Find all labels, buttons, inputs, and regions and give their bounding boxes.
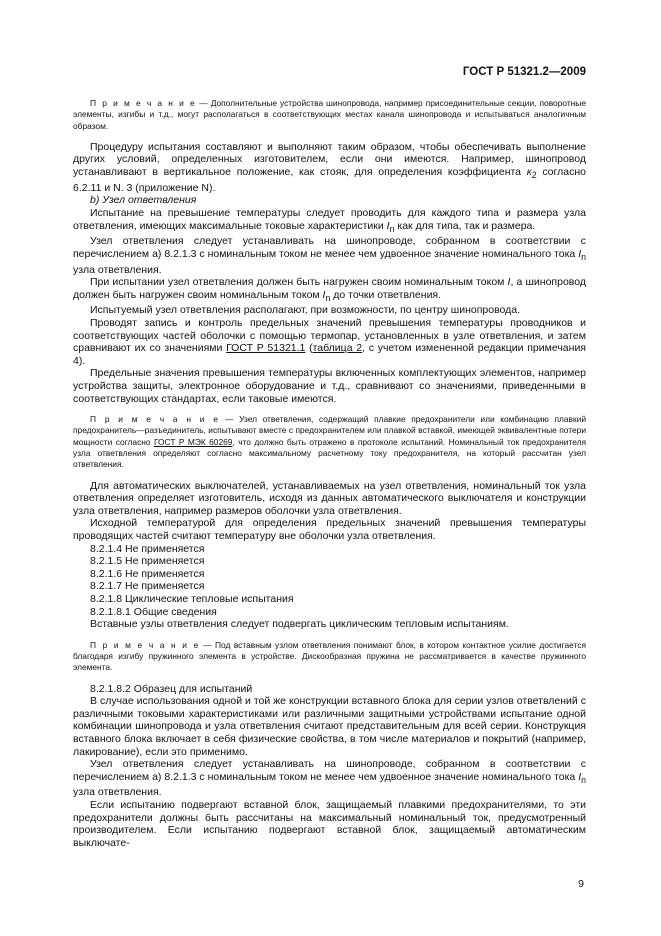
- note-label: П р и м е ч а н и е: [90, 98, 197, 108]
- note-3: П р и м е ч а н и е — Под вставным узлом ответвления понимают блок, в котором контактное усилие достигается благодаря изгибу пружинного элемента в устройстве. Дискообразная пружина не рассматривается в качестве пружинного элемента.: [73, 639, 586, 673]
- note-label: П р и м е ч а н и е: [90, 414, 220, 425]
- paragraph: Узел ответвления следует устанавливать на шинопроводе, собранном в соответствии с перечислением а) 8.2.1.3 с номинальным током не менее чем удвоенное значение номинального тока $I_n$ узла ответвления.: [73, 235, 586, 276]
- note-1: [73, 98, 586, 132]
- standard-link[interactable]: ГОСТ Р 51321.1: [226, 342, 306, 355]
- table-link[interactable]: таблица 2: [312, 342, 363, 355]
- page-content: [73, 98, 586, 849]
- paragraph: В случае использования одной и той же конструкции вставного блока для серии узлов ответвлений с различными токовыми характеристиками или различными защитными устройствами испытание одной комбинации шинопровода и узла ответвления считают представительным для всей серии. Конструкция вставного блока включает в себя физические свойства, в том числе материалов и покрытий (например, лакирование), если это применимо.: [73, 695, 586, 758]
- paragraph: Для автоматических выключателей, устанавливаемых на узел ответвления, номинальный ток узла ответвления определяет изготовитель, исходя из данных автоматического выключателя и конструкции узла ответвления, например размеров оболочки узла ответвления.: [73, 479, 586, 517]
- coefficient-symbol: к: [526, 166, 532, 179]
- paragraph: Вставные узлы ответвления следует подвергать циклическим тепловым испытаниям.: [90, 618, 509, 631]
- standard-header: ГОСТ Р 51321.2—2009: [462, 66, 586, 78]
- standard-link[interactable]: ГОСТ Р МЭК 60269: [153, 436, 233, 447]
- page-number: 9: [578, 878, 584, 890]
- note-2: П р и м е ч а н и е — Узел ответвления, содержащий плавкие предохранители или комбинацию плавкий предохранитель—разъединитель, испытывают вместе с предохранителем или плавкой вставкой, имеющей эквивалентные потери мощности согласно ГОСТ Р МЭК 60269, что должно быть отражено в протоколе испытаний. Номинальный ток предохранителя узла ответвления определяют согласно максимальному расчетному току предохранителя, на который рассчитан узел ответвления.: [73, 414, 586, 470]
- paragraph: Процедуру испытания составляют и выполняют таким образом, чтобы обеспечивать выполнение других условий, определенных изготовителем, если они имеются. Например, шинопровод устанавливают в вертикальное положение, как стояк, для определения коэффициента $к_2$ согласно 6.2.11 и N. 3 (приложение N).: [73, 140, 586, 194]
- note-text: — Дополнительные устройства шинопровода, например присоединительные секции, поворотные элементы, изгибы и т.д., могут располагаться в соответствующих местах канала шинопровода и испытываться аналогичным образом.: [73, 98, 586, 131]
- section-heading: 8.2.1.6 Не применяется: [90, 567, 205, 580]
- paragraph: Исходной температурой для определения предельных значений превышения температуры проводящих частей считают температуру вне оболочки узла ответвления.: [73, 517, 586, 542]
- paragraph: Если испытанию подвергают вставной блок, защищаемый плавкими предохранителями, то эти предохранители должны быть рассчитаны на максимальный номинальный ток, предусмотренный производителем. Если испытанию подвергают вставной блок, защищаемый автоматическим выключате-: [73, 799, 586, 849]
- section-heading: 8.2.1.7 Не применяется: [90, 580, 205, 593]
- section-heading: 8.2.1.8 Циклические тепловые испытания: [90, 592, 294, 605]
- section-heading: 8.2.1.8.1 Общие сведения: [90, 605, 217, 618]
- paragraph: Испытуемый узел ответвления располагают, при возможности, по центру шинопровода.: [90, 304, 521, 317]
- section-heading: 8.2.1.4 Не применяется: [90, 542, 205, 555]
- paragraph: Узел ответвления следует устанавливать на шинопроводе, собранном в соответствии с перечислением а) 8.2.1.3 с номинальным током не менее чем удвоенное значение номинального тока $I_n$ узла ответвления.: [73, 758, 586, 799]
- paragraph: При испытании узел ответвления должен быть нагружен своим номинальным током I, а шинопровод должен быть нагружен своим номинальным током $I_n$ до точки ответвления.: [73, 276, 586, 303]
- section-heading: 8.2.1.8.2 Образец для испытаний: [90, 682, 253, 695]
- note-label: П р и м е ч а н и е: [90, 639, 200, 650]
- item-heading: b) Узел ответвления: [90, 194, 197, 207]
- paragraph: Испытание на превышение температуры следует проводить для каждого типа и размера узла ответвления, имеющих максимальные токовые характеристики $I_n$ как для типа, так и размера.: [73, 206, 586, 234]
- paragraph: Предельные значения превышения температуры включенных комплектующих элементов, например устройства защиты, электронное оборудование и т.д., сравнивают со значениями, приведенными в соответствующих стандартах, если таковые имеются.: [73, 367, 586, 405]
- section-heading: 8.2.1.5 Не применяется: [90, 555, 205, 568]
- paragraph: Проводят запись и контроль предельных значений превышения температуры проводников и соответствующих частей оболочки с помощью термопар, установленных в узле ответвления, и затем сравнивают их со значениями ГОСТ Р 51321.1 (таблица 2, с учетом измененной редакции примечания 4).: [73, 316, 586, 367]
